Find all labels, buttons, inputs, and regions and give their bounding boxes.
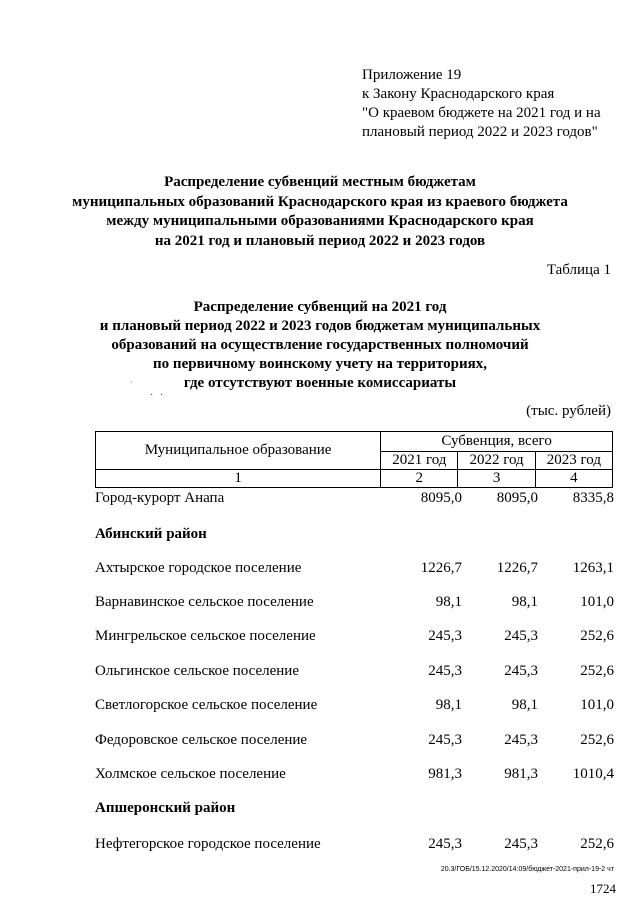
municipality-name: Федоровское сельское поселение (95, 732, 308, 748)
main-title-line: между муниципальными образованиями Краснодарского края (106, 213, 534, 229)
header-year-2023: 2023 год (535, 452, 612, 470)
header-subvention-total: Субвенция, всего (381, 432, 613, 452)
header-year-2022: 2022 год (458, 452, 535, 470)
value-2021: 1226,7 (420, 560, 462, 576)
municipality-name: Город-курорт Анапа (95, 490, 225, 506)
main-title-line: на 2021 год и плановый период 2022 и 2023 годов (154, 232, 486, 249)
region-row (0, 526, 640, 548)
municipality-name: Варнавинское сельское поселение (95, 594, 314, 610)
table-title-line: Распределение субвенций на 2021 год (193, 299, 447, 315)
units-label: (тыс. рублей) (526, 403, 611, 419)
annex-line-1: Приложение 19 (362, 67, 462, 83)
table-row (0, 732, 640, 754)
table-number: Таблица 1 (546, 262, 611, 278)
municipality-name: Ольгинское сельское поселение (95, 663, 299, 679)
scan-speck: · · (150, 390, 166, 401)
value-2021: 981,3 (428, 766, 462, 782)
value-2023: 252,6 (580, 836, 614, 852)
value-2022: 245,3 (504, 663, 538, 679)
value-2021: 98,1 (435, 697, 462, 713)
table-row (0, 697, 640, 719)
scan-speck: · (130, 378, 133, 387)
municipality-name: Светлогорское сельское поселение (95, 697, 318, 713)
table-title-line: и плановый период 2022 и 2023 годов бюджетам муниципальных (99, 318, 541, 334)
value-2021: 98,1 (435, 594, 462, 610)
header-colnum-3: 3 (458, 470, 535, 488)
table-title-line: где отсутствуют военные комиссариаты (183, 375, 457, 391)
municipality-name: Ахтырское городское поселение (95, 560, 302, 576)
municipality-name: Мингрельское сельское поселение (95, 628, 316, 644)
main-title-line: Распределение субвенций местным бюджетам (164, 174, 476, 190)
value-2023: 252,6 (580, 628, 614, 644)
value-2023: 8335,8 (572, 490, 614, 506)
value-2022: 98,1 (511, 594, 538, 610)
table-title-line: образований на осуществление государственных полномочий (111, 337, 529, 353)
table-row (0, 594, 640, 616)
annex-line-2: к Закону Краснодарского края (362, 86, 555, 102)
region-name: Абинский район (95, 526, 207, 542)
value-2021: 8095,0 (420, 490, 462, 506)
table-header (95, 431, 613, 488)
table-row (0, 490, 640, 512)
table-title (0, 298, 640, 393)
value-2022: 245,3 (504, 732, 538, 748)
region-name: Апшеронский район (95, 800, 236, 816)
table-row (0, 766, 640, 788)
table-title-line: по первичному воинскому учету на территориях, (153, 356, 487, 372)
value-2023: 252,6 (580, 663, 614, 679)
annex-line-4: плановый период 2022 и 2023 годов" (362, 124, 598, 140)
value-2022: 8095,0 (496, 490, 538, 506)
value-2021: 245,3 (428, 628, 462, 644)
value-2021: 245,3 (428, 836, 462, 852)
header-colnum-2: 2 (381, 470, 458, 488)
file-reference: 20.3/ГОБ/15.12.2020/14:09/бюджет-2021-прил-19-2 чт (440, 866, 614, 873)
table-row (0, 628, 640, 650)
value-2023: 252,6 (580, 732, 614, 748)
header-colnum-4: 4 (535, 470, 612, 488)
table-row (0, 560, 640, 582)
value-2023: 101,0 (580, 594, 614, 610)
main-title-line: муниципальных образований Краснодарского края из краевого бюджета (72, 193, 568, 210)
value-2022: 981,3 (504, 766, 538, 782)
annex-line-3: "О краевом бюджете на 2021 год и на (362, 105, 601, 121)
value-2022: 245,3 (504, 628, 538, 644)
value-2022: 98,1 (511, 697, 538, 713)
annex-block (362, 66, 601, 142)
region-row (0, 800, 640, 822)
value-2022: 245,3 (504, 836, 538, 852)
page-number: 1724 (590, 881, 616, 896)
header-colnum-1: 1 (96, 470, 381, 488)
value-2021: 245,3 (428, 663, 462, 679)
value-2023: 1010,4 (572, 766, 614, 782)
table-row (0, 663, 640, 685)
value-2023: 101,0 (580, 697, 614, 713)
value-2023: 1263,1 (572, 560, 614, 576)
table-row (0, 836, 640, 858)
main-title (0, 173, 640, 251)
header-municipality: Муниципальное образование (96, 432, 381, 470)
value-2021: 245,3 (428, 732, 462, 748)
value-2022: 1226,7 (496, 560, 538, 576)
header-year-2021: 2021 год (381, 452, 458, 470)
municipality-name: Холмское сельское поселение (95, 766, 286, 782)
municipality-name: Нефтегорское городское поселение (95, 836, 321, 852)
